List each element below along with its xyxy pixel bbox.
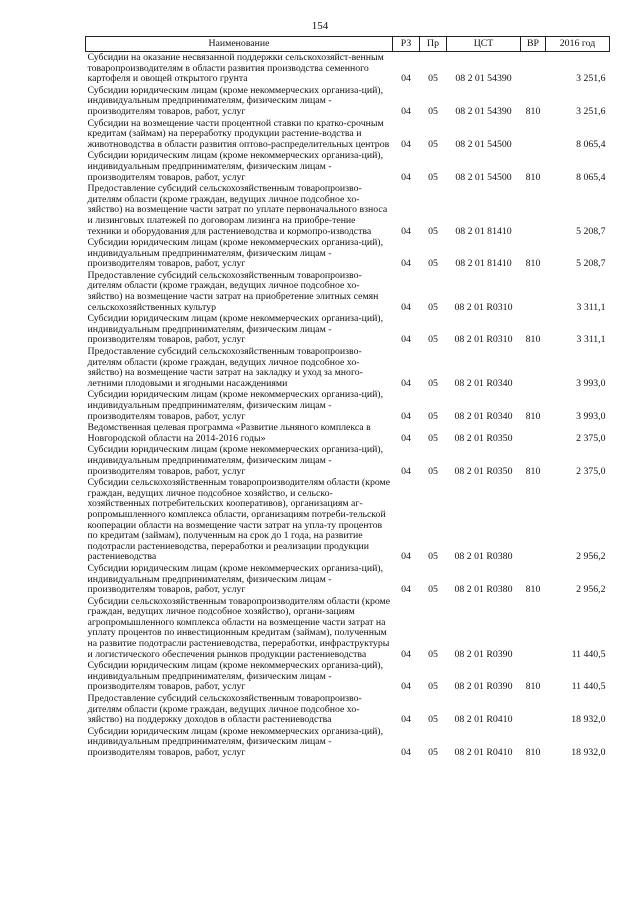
row-vr: 810 — [525, 465, 541, 477]
row-cst: 08 2 01 R0340 — [454, 377, 513, 389]
table-row — [86, 444, 610, 477]
row-rz: 04 — [401, 681, 411, 693]
row-cst: 08 2 01 54390 — [455, 105, 512, 117]
table-row — [86, 389, 610, 422]
row-vr: 810 — [525, 334, 541, 346]
row-name: Предоставление субсидий сельскохозяйственным товаропроизво-дителям области (кроме граждан, ведущих личное подсобное хо-зяйство) на возмещение части затрат на закладку и уход за много-летними плодовыми и ягодными насаждениями — [87, 346, 363, 389]
row-rz: 04 — [401, 258, 411, 270]
row-vr — [521, 52, 546, 85]
table-row — [86, 150, 610, 183]
row-amount: 3 251,6 — [576, 73, 606, 85]
row-vr: 810 — [525, 105, 541, 117]
table-row — [86, 85, 610, 118]
row-pr: 05 — [428, 105, 438, 117]
row-name: Субсидии юридическим лицам (кроме некоммерческих организа-ций), индивидуальным предпринимателям, физическим лицам - производителям товаров, работ, услуг — [87, 444, 384, 477]
row-pr: 05 — [428, 258, 438, 270]
row-pr: 05 — [428, 301, 438, 313]
row-amount: 3 993,0 — [576, 377, 606, 389]
table-row — [86, 726, 610, 759]
row-name: Субсидии юридическим лицам (кроме некоммерческих организа-ций), индивидуальным предпринимателям, физическим лицам - производителям товаров, работ, услуг — [87, 237, 384, 270]
table-row — [86, 563, 610, 596]
table-row — [86, 183, 610, 237]
row-cst: 08 2 01 R0380 — [454, 584, 513, 596]
header-amount: 2016 год — [546, 37, 610, 52]
row-name: Субсидии юридическим лицам (кроме некоммерческих организа-ций), индивидуальным предпринимателям, физическим лицам - производителям товаров, работ, услуг — [87, 313, 384, 346]
table-row — [86, 313, 610, 346]
row-cst: 08 2 01 R0310 — [454, 334, 513, 346]
header-name: Наименование — [86, 37, 393, 52]
table-row — [86, 52, 610, 85]
row-rz: 04 — [401, 584, 411, 596]
row-cst: 08 2 01 54500 — [455, 138, 512, 150]
row-vr — [521, 118, 546, 151]
row-vr: 810 — [525, 747, 541, 758]
row-name: Субсидии на возмещение части процентной ставки по кратко-срочным кредитам (займам) на переработку продукции растение-водства и животноводства в области развития оптово-распределительных центров — [87, 117, 390, 150]
row-rz: 04 — [401, 648, 411, 660]
row-rz: 04 — [401, 432, 411, 444]
row-cst: 08 2 01 81410 — [455, 258, 512, 270]
row-amount: 11 440,5 — [571, 648, 606, 660]
row-amount: 2 375,0 — [576, 465, 606, 477]
row-amount: 8 065,4 — [576, 171, 606, 183]
row-pr: 05 — [428, 681, 438, 693]
row-pr: 05 — [428, 648, 438, 660]
row-pr: 05 — [428, 334, 438, 346]
row-rz: 04 — [401, 410, 411, 422]
row-cst: 08 2 01 81410 — [455, 225, 512, 237]
row-amount: 3 993,0 — [576, 410, 606, 422]
row-pr: 05 — [428, 138, 438, 150]
row-name: Субсидии юридическим лицам (кроме некоммерческих организа-ций), индивидуальным предпринимателям, физическим лицам - производителям товаров, работ, услуг — [87, 389, 384, 422]
row-pr: 05 — [428, 171, 438, 183]
row-vr: 810 — [525, 681, 541, 693]
row-pr: 05 — [428, 73, 438, 85]
row-cst: 08 2 01 R0340 — [454, 410, 513, 422]
row-name: Субсидии на оказание несвязанной поддержки сельскохозяйст-венным товаропроизводителям в области развития производства семенного картофеля и овощей открытого грунта — [87, 52, 384, 85]
row-pr: 05 — [428, 377, 438, 389]
row-cst: 08 2 01 R0350 — [454, 432, 513, 444]
table-row — [86, 237, 610, 270]
table-row — [86, 118, 610, 151]
row-rz: 04 — [401, 465, 411, 477]
row-name: Субсидии юридическим лицам (кроме некоммерческих организа-ций), индивидуальным предпринимателям, физическим лицам - производителям товаров, работ, услуг — [87, 150, 384, 183]
row-vr — [521, 596, 546, 661]
row-name: Предоставление субсидий сельскохозяйственным товаропроизво-дителям области (кроме граждан, ведущих личное подсобное хо-зяйство) на поддержку доходов в области растениеводства — [87, 693, 362, 726]
row-vr: 810 — [525, 258, 541, 270]
row-cst: 08 2 01 R0410 — [454, 714, 513, 726]
row-rz: 04 — [401, 714, 411, 726]
row-rz: 04 — [401, 301, 411, 313]
row-cst: 08 2 01 R0390 — [454, 681, 513, 693]
row-vr — [521, 346, 546, 389]
row-cst: 08 2 01 54390 — [455, 73, 512, 85]
row-cst: 08 2 01 54500 — [455, 171, 512, 183]
row-rz: 04 — [401, 377, 411, 389]
header-rz: РЗ — [393, 37, 420, 52]
row-amount: 2 956,2 — [576, 551, 606, 563]
table-row — [86, 596, 610, 661]
row-name: Субсидии сельскохозяйственным товаропроизводителям области (кроме граждан, ведущих личное подсобное хозяйство, и сельско-хозяйственных потребительских кооперативов), организациям аг-ропромышленного комплекса области, организациям потреби-тельской кооперации области на возмещение части затрат на упла-ту процентов по кредитам (займам), полученным на срок до 1 года, на развитие подотрасли растениеводства, переработки и реализации продукции растениеводства — [87, 477, 391, 563]
table-row — [86, 346, 610, 389]
row-amount: 8 065,4 — [576, 138, 606, 150]
row-amount: 18 932,0 — [571, 714, 606, 726]
row-name: Субсидии юридическим лицам (кроме некоммерческих организа-ций), индивидуальным предпринимателям, физическим лицам - производителям товаров, работ, услуг — [87, 84, 384, 117]
row-rz: 04 — [401, 171, 411, 183]
row-amount: 3 311,1 — [576, 301, 606, 313]
table-body — [86, 52, 610, 759]
row-cst: 08 2 01 R0310 — [454, 301, 513, 313]
row-name: Ведомственная целевая программа «Развитие льняного комплекса в Новгородской области на 2014-2016 годы» — [87, 422, 371, 444]
row-vr: 810 — [525, 171, 541, 183]
row-name: Субсидии юридическим лицам (кроме некоммерческих организа-ций), индивидуальным предпринимателям, физическим лицам - производителям товаров, работ, услуг — [87, 725, 384, 758]
page-number: 154 — [311, 20, 329, 32]
table-row — [86, 660, 610, 693]
row-rz: 04 — [401, 551, 411, 563]
row-name: Субсидии юридическим лицам (кроме некоммерческих организа-ций), индивидуальным предпринимателям, физическим лицам - производителям товаров, работ, услуг — [87, 660, 384, 693]
row-amount: 5 208,7 — [576, 258, 606, 270]
row-pr: 05 — [428, 432, 438, 444]
row-vr — [521, 183, 546, 237]
row-cst: 08 2 01 R0390 — [454, 648, 513, 660]
row-pr: 05 — [428, 584, 438, 596]
row-cst: 08 2 01 R0410 — [454, 747, 513, 758]
row-rz: 04 — [401, 105, 411, 117]
row-name: Предоставление субсидий сельскохозяйственным товаропроизво-дителям области (кроме граждан, ведущих личное подсобное хо-зяйство) на возмещение части затрат на приобретение элитных семян сельскохозяйственных культур — [87, 269, 379, 313]
header-vr: ВР — [521, 37, 546, 52]
row-rz: 04 — [401, 138, 411, 150]
row-rz: 04 — [401, 73, 411, 85]
row-vr: 810 — [525, 410, 541, 422]
header-cst: ЦСТ — [447, 37, 521, 52]
row-name: Предоставление субсидий сельскохозяйственным товаропроизво-дителям области (кроме граждан, ведущих личное подсобное хо-зяйство) на возмещение части затрат по уплате первоначального взноса и лизинговых платежей по договорам лизинга на приобре-тение техники и оборудования для растениеводства и кормопро-изводства — [87, 183, 388, 237]
row-amount: 3 251,6 — [576, 105, 606, 117]
table-row — [86, 422, 610, 444]
row-pr: 05 — [428, 225, 438, 237]
row-pr: 05 — [428, 551, 438, 563]
row-pr: 05 — [428, 714, 438, 726]
table-row — [86, 477, 610, 563]
row-cst: 08 2 01 R0380 — [454, 551, 513, 563]
row-pr: 05 — [428, 410, 438, 422]
budget-table — [85, 36, 610, 759]
row-cst: 08 2 01 R0350 — [454, 465, 513, 477]
row-vr — [521, 477, 546, 563]
table-header-row — [86, 37, 610, 52]
row-vr: 810 — [525, 584, 541, 596]
row-rz: 04 — [401, 225, 411, 237]
row-vr — [521, 422, 546, 444]
row-rz: 04 — [401, 747, 411, 758]
row-vr — [521, 270, 546, 313]
row-amount: 18 932,0 — [571, 747, 606, 758]
row-amount: 11 440,5 — [571, 681, 606, 693]
row-vr — [521, 693, 546, 726]
row-name: Субсидии юридическим лицам (кроме некоммерческих организа-ций), индивидуальным предпринимателям, физическим лицам - производителям товаров, работ, услуг — [87, 562, 384, 596]
table-row — [86, 693, 610, 726]
row-amount: 2 375,0 — [576, 432, 606, 444]
row-pr: 05 — [428, 465, 438, 477]
row-pr: 05 — [428, 747, 438, 758]
header-pr: Пр — [420, 37, 447, 52]
row-amount: 2 956,2 — [576, 584, 606, 596]
row-amount: 3 311,1 — [576, 334, 606, 346]
row-amount: 5 208,7 — [576, 225, 606, 237]
row-rz: 04 — [401, 334, 411, 346]
table-row — [86, 270, 610, 313]
row-name: Субсидии сельскохозяйственным товаропроизводителям области (кроме граждан, ведущих личное подсобное хозяйство), органи-зациям агропромышленного комплекса области на возмещение части затрат на уплату процентов по инвестиционным кредитам (займам), полученным на развитие подотрасли растениеводства, переработки, инфраструктуры и логистического обеспечения рынков продукции растениеводства — [87, 595, 391, 660]
